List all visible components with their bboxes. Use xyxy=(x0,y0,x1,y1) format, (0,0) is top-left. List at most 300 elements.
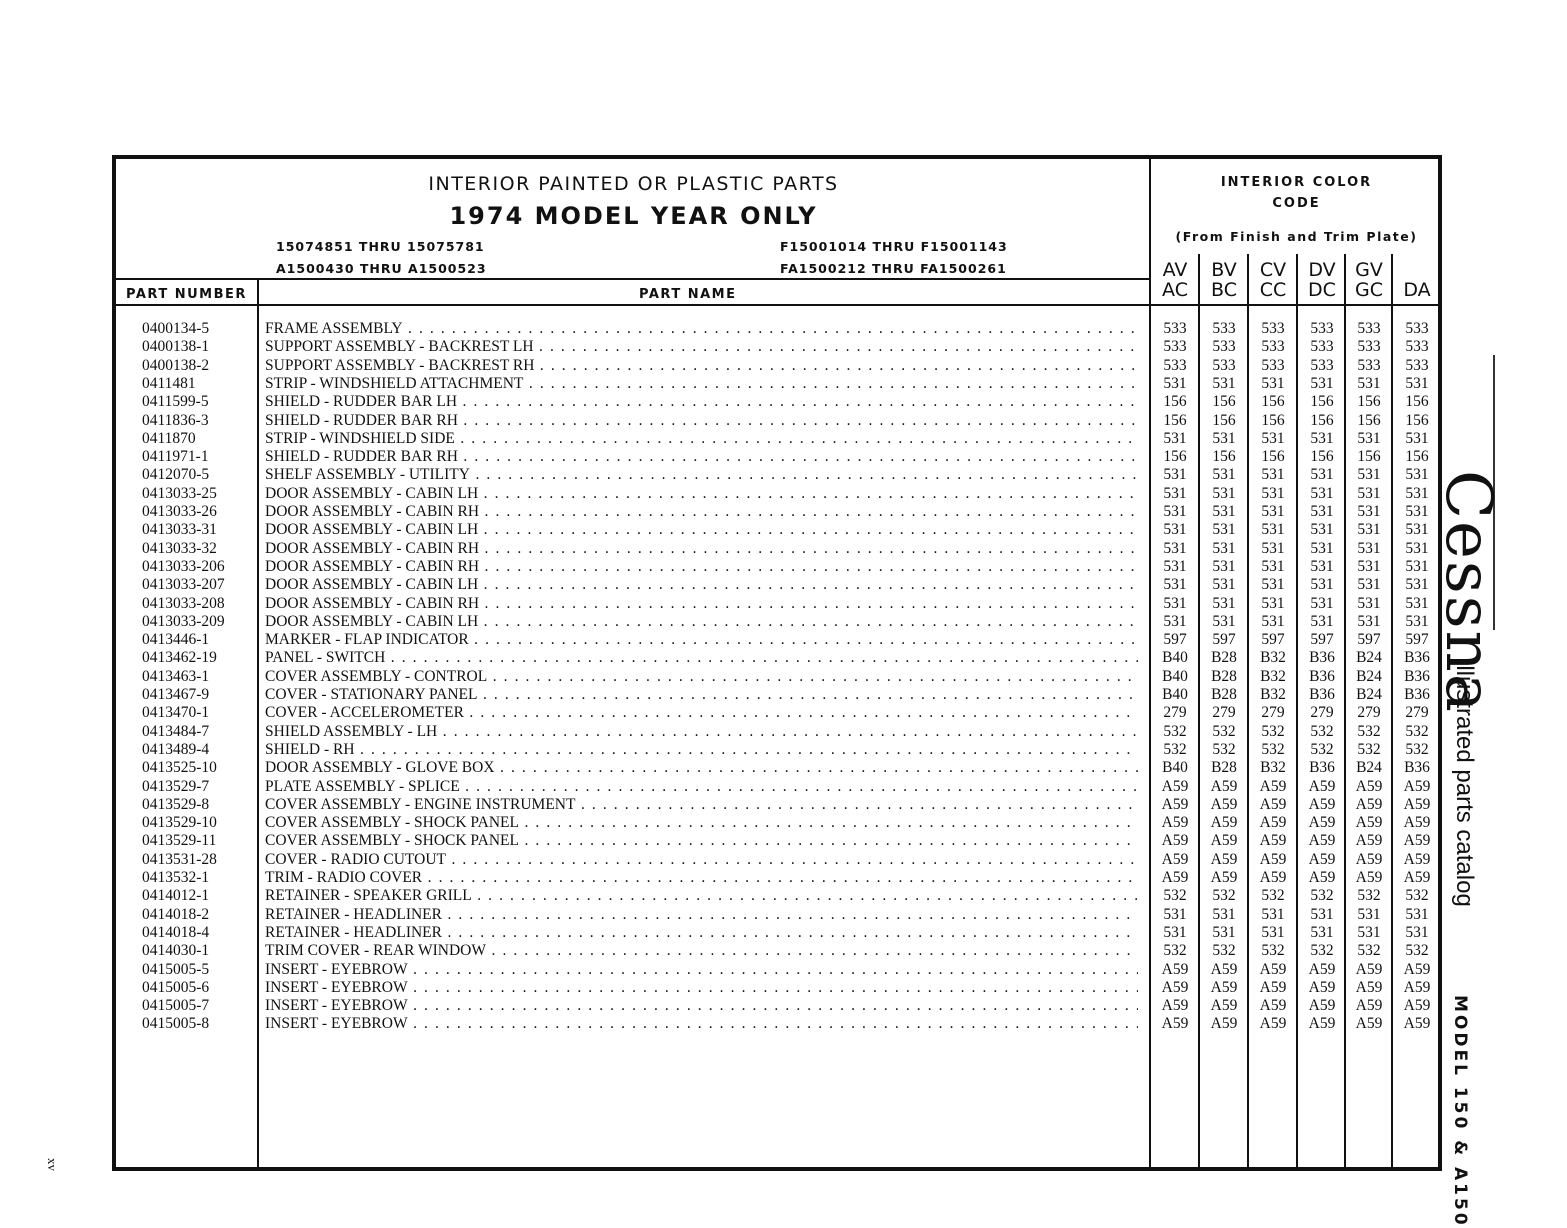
color-code-value: 156 xyxy=(1163,411,1187,429)
color-code-value: A59 xyxy=(1210,777,1238,795)
color-code-value: A59 xyxy=(1161,1015,1189,1033)
color-code-value: 531 xyxy=(1212,466,1236,484)
color-code-value: 531 xyxy=(1212,503,1236,520)
code-col-label: DA xyxy=(1403,279,1431,301)
color-code-value: B40 xyxy=(1162,649,1188,667)
color-code-value: A59 xyxy=(1259,795,1287,813)
color-code-value: A59 xyxy=(1403,997,1431,1015)
color-code-value: 531 xyxy=(1261,503,1285,520)
color-code-value: 279 xyxy=(1212,704,1236,722)
table-row xyxy=(116,576,1438,594)
color-code-value: 532 xyxy=(1163,722,1187,740)
color-code-value: A59 xyxy=(1308,1015,1336,1033)
part-number: 0415005-8 xyxy=(142,1015,210,1033)
color-code-value: 533 xyxy=(1310,338,1334,356)
part-name-header: PART NAME xyxy=(639,287,737,302)
color-code-value: 533 xyxy=(1357,320,1381,337)
color-code-value: A59 xyxy=(1161,814,1189,832)
color-code-value: 531 xyxy=(1310,503,1334,520)
color-code-value: 597 xyxy=(1261,631,1285,649)
color-code-value: 156 xyxy=(1310,393,1334,411)
color-code-value: 532 xyxy=(1163,887,1187,905)
part-number: 0414018-2 xyxy=(142,905,210,923)
part-name: SHIELD ASSEMBLY - LH . . . xyxy=(265,723,1138,741)
part-name: SHIELD - RUDDER BAR RH . . . xyxy=(265,448,1138,466)
color-code-value: 531 xyxy=(1357,503,1381,520)
color-code-value: 532 xyxy=(1163,942,1187,960)
color-code-value: 532 xyxy=(1261,740,1285,758)
color-code-value: A59 xyxy=(1403,850,1431,868)
part-number: 0413033-32 xyxy=(142,539,217,557)
color-code-value: B28 xyxy=(1211,686,1237,703)
color-code-value: 156 xyxy=(1357,411,1381,429)
part-name: DOOR ASSEMBLY - CABIN RH . . . xyxy=(265,503,1138,521)
color-code-value: B36 xyxy=(1404,759,1430,777)
color-code-value: A59 xyxy=(1355,832,1383,850)
part-number: 0400138-2 xyxy=(142,356,210,374)
color-code-value: 533 xyxy=(1212,338,1236,356)
color-code-value: B36 xyxy=(1404,686,1430,703)
color-code-value: 532 xyxy=(1310,942,1334,960)
color-code-value: 532 xyxy=(1405,887,1429,905)
color-code-value: 531 xyxy=(1212,484,1236,502)
color-code-value: 531 xyxy=(1357,539,1381,557)
color-code-value: 531 xyxy=(1357,429,1381,447)
color-code-value: 531 xyxy=(1310,466,1334,484)
color-code-value: A59 xyxy=(1161,850,1189,868)
part-name: SHIELD - RUDDER BAR RH . . . xyxy=(265,412,1138,430)
color-code-value: 531 xyxy=(1163,521,1187,539)
color-code-value: 531 xyxy=(1212,429,1236,447)
table-row xyxy=(116,485,1438,503)
table-row xyxy=(116,759,1438,777)
table-row xyxy=(116,631,1438,649)
part-name: SHIELD - RUDDER BAR LH . . . xyxy=(265,393,1138,411)
color-code-value: 531 xyxy=(1357,923,1381,941)
color-code-value: 531 xyxy=(1212,905,1236,923)
table-row xyxy=(116,979,1438,997)
color-code-value: A59 xyxy=(1355,960,1383,978)
color-code-value: A59 xyxy=(1210,1015,1238,1033)
color-code-value: 531 xyxy=(1163,557,1187,575)
cessna-logo: Cessna xyxy=(1431,470,1505,714)
color-code-value: 532 xyxy=(1261,942,1285,960)
part-name: INSERT - EYEBROW . . . xyxy=(265,997,1138,1015)
table-row xyxy=(116,1015,1438,1033)
part-name: COVER ASSEMBLY - CONTROL . . . xyxy=(265,668,1138,686)
color-code-value: 531 xyxy=(1212,539,1236,557)
part-number: 0413525-10 xyxy=(142,759,217,777)
color-code-value: 531 xyxy=(1357,484,1381,502)
color-code-value: 597 xyxy=(1212,631,1236,649)
color-code-value: 279 xyxy=(1163,704,1187,722)
table-row xyxy=(116,375,1438,393)
part-name: FRAME ASSEMBLY . . . xyxy=(265,320,1138,338)
color-code-value: 531 xyxy=(1163,539,1187,557)
part-name: RETAINER - SPEAKER GRILL . . . xyxy=(265,887,1138,905)
color-code-value: 531 xyxy=(1357,521,1381,539)
color-code-value: A59 xyxy=(1308,795,1336,813)
color-code-subtitle: CODE xyxy=(1272,196,1321,211)
color-code-value: 531 xyxy=(1357,905,1381,923)
part-name: INSERT - EYEBROW . . . xyxy=(265,1015,1138,1033)
part-number: 0413446-1 xyxy=(142,631,210,649)
color-code-value: 279 xyxy=(1261,704,1285,722)
color-code-value: A59 xyxy=(1403,978,1431,996)
color-code-value: A59 xyxy=(1161,960,1189,978)
table-row xyxy=(116,668,1438,686)
table-row xyxy=(116,686,1438,704)
color-code-value: A59 xyxy=(1308,850,1336,868)
color-code-value: A59 xyxy=(1308,869,1336,886)
color-code-value: A59 xyxy=(1403,777,1431,795)
code-col-label: BC xyxy=(1211,279,1237,301)
color-code-value: 531 xyxy=(1405,466,1429,484)
color-code-value: 531 xyxy=(1310,905,1334,923)
color-code-value: 531 xyxy=(1261,539,1285,557)
part-number: 0413529-11 xyxy=(142,832,217,850)
color-code-value: 533 xyxy=(1163,356,1187,374)
color-code-value: 531 xyxy=(1163,429,1187,447)
part-number: 0413033-31 xyxy=(142,521,217,539)
part-number: 0413033-26 xyxy=(142,503,217,520)
part-name: DOOR ASSEMBLY - CABIN LH . . . xyxy=(265,485,1138,503)
color-code-value: A59 xyxy=(1403,832,1431,850)
color-code-value: A59 xyxy=(1403,795,1431,813)
color-code-value: 531 xyxy=(1163,576,1187,594)
color-code-value: 531 xyxy=(1261,594,1285,612)
color-code-value: 531 xyxy=(1405,557,1429,575)
color-code-value: A59 xyxy=(1210,997,1238,1015)
part-number: 0415005-7 xyxy=(142,997,210,1015)
color-code-value: 531 xyxy=(1212,374,1236,392)
color-code-value: 156 xyxy=(1261,448,1285,466)
part-name: DOOR ASSEMBLY - GLOVE BOX . . . xyxy=(265,759,1138,777)
part-name: COVER ASSEMBLY - SHOCK PANEL . . . xyxy=(265,814,1138,832)
serial-range-2: A1500430 THRU A1500523 xyxy=(276,261,487,276)
color-code-value: 532 xyxy=(1261,722,1285,740)
part-number: 0413033-207 xyxy=(142,576,225,594)
part-number: 0413470-1 xyxy=(142,704,210,722)
part-number: 0413033-209 xyxy=(142,612,225,630)
table-row xyxy=(116,521,1438,539)
color-code-value: A59 xyxy=(1210,960,1238,978)
part-number: 0411599-5 xyxy=(142,393,209,411)
part-number: 0414012-1 xyxy=(142,887,210,905)
color-code-value: 531 xyxy=(1163,612,1187,630)
color-code-value: 156 xyxy=(1405,448,1429,466)
color-code-value: 531 xyxy=(1405,429,1429,447)
color-code-value: 533 xyxy=(1405,356,1429,374)
color-code-value: 533 xyxy=(1212,320,1236,337)
table-row xyxy=(116,595,1438,613)
part-name: DOOR ASSEMBLY - CABIN RH . . . xyxy=(265,540,1138,558)
color-code-value: 156 xyxy=(1405,393,1429,411)
color-code-value: A59 xyxy=(1259,978,1287,996)
color-code-value: 156 xyxy=(1310,448,1334,466)
color-code-value: 531 xyxy=(1261,612,1285,630)
table-row xyxy=(116,796,1438,814)
part-name: STRIP - WINDSHIELD SIDE . . . xyxy=(265,430,1138,448)
part-number: 0413462-19 xyxy=(142,649,217,667)
color-code-value: A59 xyxy=(1259,869,1287,886)
color-code-value: 531 xyxy=(1163,905,1187,923)
color-code-value: A59 xyxy=(1161,869,1189,886)
color-code-value: 531 xyxy=(1310,374,1334,392)
color-code-value: 531 xyxy=(1212,594,1236,612)
part-name: SUPPORT ASSEMBLY - BACKREST RH . . . xyxy=(265,357,1138,375)
color-code-value: A59 xyxy=(1259,814,1287,832)
code-col-label: DC xyxy=(1308,279,1336,301)
table-row xyxy=(116,814,1438,832)
code-col-label: GV xyxy=(1355,259,1383,281)
table-row xyxy=(116,997,1438,1015)
part-name: COVER ASSEMBLY - SHOCK PANEL . . . xyxy=(265,832,1138,850)
part-number: 0413467-9 xyxy=(142,686,210,703)
part-number-header: PART NUMBER xyxy=(126,287,247,302)
color-code-value: A59 xyxy=(1210,832,1238,850)
color-code-value: 531 xyxy=(1261,576,1285,594)
color-code-note: (From Finish and Trim Plate) xyxy=(1175,229,1418,244)
color-code-value: 156 xyxy=(1261,393,1285,411)
color-code-value: A59 xyxy=(1210,869,1238,886)
part-name: MARKER - FLAP INDICATOR . . . xyxy=(265,631,1138,649)
part-name: DOOR ASSEMBLY - CABIN LH . . . xyxy=(265,576,1138,594)
color-code-value: 531 xyxy=(1310,594,1334,612)
color-code-value: 156 xyxy=(1357,448,1381,466)
color-code-value: 156 xyxy=(1405,411,1429,429)
color-code-value: 531 xyxy=(1405,576,1429,594)
color-code-value: 156 xyxy=(1310,411,1334,429)
color-code-value: 156 xyxy=(1212,411,1236,429)
table-row xyxy=(116,778,1438,796)
part-number: 0414030-1 xyxy=(142,942,210,960)
part-name: COVER ASSEMBLY - ENGINE INSTRUMENT . . . xyxy=(265,796,1138,814)
serial-range-1: 15074851 THRU 15075781 xyxy=(276,239,485,254)
color-code-value: B24 xyxy=(1356,759,1382,777)
color-code-value: 531 xyxy=(1212,557,1236,575)
color-code-value: 156 xyxy=(1212,393,1236,411)
color-code-value: B28 xyxy=(1211,667,1237,685)
color-code-value: 533 xyxy=(1261,338,1285,356)
catalog-title: illustrated parts catalog xyxy=(1451,660,1478,907)
color-code-value: 531 xyxy=(1261,374,1285,392)
table-row xyxy=(116,540,1438,558)
part-number: 0415005-6 xyxy=(142,978,210,996)
column-header-rule xyxy=(116,304,1438,306)
table-title: INTERIOR PAINTED OR PLASTIC PARTS xyxy=(428,173,839,195)
color-code-value: 532 xyxy=(1405,740,1429,758)
color-code-value: A59 xyxy=(1259,960,1287,978)
color-code-value: B40 xyxy=(1162,759,1188,777)
table-row xyxy=(116,448,1438,466)
code-col-label: GC xyxy=(1355,279,1383,301)
table-row xyxy=(116,503,1438,521)
color-code-value: 531 xyxy=(1163,594,1187,612)
code-col-label: DV xyxy=(1308,259,1336,281)
serial-range-4: FA1500212 THRU FA1500261 xyxy=(780,261,1007,276)
color-code-value: A59 xyxy=(1403,814,1431,832)
color-code-value: 531 xyxy=(1357,594,1381,612)
color-code-value: 532 xyxy=(1357,740,1381,758)
part-name: PLATE ASSEMBLY - SPLICE . . . xyxy=(265,778,1138,796)
part-number: 0411836-3 xyxy=(142,411,209,429)
table-row xyxy=(116,357,1438,375)
color-code-value: 533 xyxy=(1357,356,1381,374)
model-label: MODEL 150 & A150 xyxy=(1450,995,1470,1228)
color-code-value: A59 xyxy=(1161,978,1189,996)
part-name: COVER - RADIO CUTOUT . . . xyxy=(265,851,1138,869)
color-code-value: 531 xyxy=(1357,557,1381,575)
code-col-label: BV xyxy=(1211,259,1237,281)
code-col-label: CC xyxy=(1259,279,1287,301)
color-code-value: 531 xyxy=(1212,521,1236,539)
part-name: DOOR ASSEMBLY - CABIN RH . . . xyxy=(265,558,1138,576)
color-code-value: B36 xyxy=(1404,667,1430,685)
color-code-value: A59 xyxy=(1210,978,1238,996)
part-number: 0411870 xyxy=(142,429,196,447)
color-code-value: 531 xyxy=(1310,539,1334,557)
table-row xyxy=(116,338,1438,356)
color-code-value: A59 xyxy=(1403,1015,1431,1033)
table-row xyxy=(116,320,1438,338)
color-code-value: 532 xyxy=(1405,722,1429,740)
color-code-value: 532 xyxy=(1405,942,1429,960)
color-code-value: A59 xyxy=(1210,850,1238,868)
color-code-value: 531 xyxy=(1310,521,1334,539)
color-code-value: 531 xyxy=(1261,557,1285,575)
part-name: RETAINER - HEADLINER . . . xyxy=(265,906,1138,924)
color-code-value: B24 xyxy=(1356,686,1382,703)
color-code-value: 597 xyxy=(1163,631,1187,649)
table-row xyxy=(116,851,1438,869)
color-code-value: 531 xyxy=(1310,576,1334,594)
color-code-value: B40 xyxy=(1162,686,1188,703)
color-code-value: A59 xyxy=(1355,997,1383,1015)
color-code-value: 532 xyxy=(1212,942,1236,960)
part-name: COVER - ACCELEROMETER . . . xyxy=(265,704,1138,722)
color-code-value: 532 xyxy=(1357,942,1381,960)
part-number: 0413033-208 xyxy=(142,594,225,612)
color-code-value: B28 xyxy=(1211,759,1237,777)
part-number: 0400138-1 xyxy=(142,338,210,356)
color-code-value: 531 xyxy=(1163,374,1187,392)
table-row xyxy=(116,649,1438,667)
color-code-value: B24 xyxy=(1356,649,1382,667)
color-code-value: 279 xyxy=(1405,704,1429,722)
part-name: TRIM COVER - REAR WINDOW . . . xyxy=(265,942,1138,960)
part-name: DOOR ASSEMBLY - CABIN LH . . . xyxy=(265,521,1138,539)
table-row xyxy=(116,869,1438,887)
color-code-value: 531 xyxy=(1261,923,1285,941)
color-code-value: 533 xyxy=(1357,338,1381,356)
part-name: INSERT - EYEBROW . . . xyxy=(265,979,1138,997)
color-code-value: A59 xyxy=(1355,850,1383,868)
part-number: 0413529-7 xyxy=(142,777,210,795)
color-code-value: A59 xyxy=(1403,869,1431,886)
table-row xyxy=(116,704,1438,722)
part-number: 0415005-5 xyxy=(142,960,210,978)
color-code-value: A59 xyxy=(1308,997,1336,1015)
color-code-value: 532 xyxy=(1212,740,1236,758)
color-code-value: 531 xyxy=(1357,576,1381,594)
part-number: 0412070-5 xyxy=(142,466,210,484)
color-code-value: 531 xyxy=(1310,429,1334,447)
color-code-value: B40 xyxy=(1162,667,1188,685)
parts-table-frame xyxy=(112,155,1442,1171)
table-row xyxy=(116,393,1438,411)
part-number: 0413033-206 xyxy=(142,557,225,575)
color-code-value: 156 xyxy=(1357,393,1381,411)
color-code-value: 532 xyxy=(1310,887,1334,905)
color-code-value: A59 xyxy=(1161,777,1189,795)
color-code-value: 156 xyxy=(1163,448,1187,466)
color-code-value: 533 xyxy=(1261,320,1285,337)
color-code-value: 533 xyxy=(1405,320,1429,337)
color-code-value: A59 xyxy=(1259,1015,1287,1033)
table-row xyxy=(116,430,1438,448)
part-name: SUPPORT ASSEMBLY - BACKREST LH . . . xyxy=(265,338,1138,356)
model-year-title: 1974 MODEL YEAR ONLY xyxy=(449,202,818,230)
color-code-value: 531 xyxy=(1163,466,1187,484)
color-code-value: 532 xyxy=(1261,887,1285,905)
color-code-value: A59 xyxy=(1355,814,1383,832)
table-row xyxy=(116,832,1438,850)
color-code-value: 533 xyxy=(1310,320,1334,337)
color-code-value: 156 xyxy=(1261,411,1285,429)
color-code-value: 531 xyxy=(1212,923,1236,941)
part-name: DOOR ASSEMBLY - CABIN RH . . . xyxy=(265,595,1138,613)
color-code-value: 532 xyxy=(1310,740,1334,758)
part-name: SHELF ASSEMBLY - UTILITY . . . xyxy=(265,466,1138,484)
part-number: 0400134-5 xyxy=(142,320,210,337)
color-code-value: 531 xyxy=(1261,484,1285,502)
part-number: 0413463-1 xyxy=(142,667,210,685)
table-row xyxy=(116,412,1438,430)
color-code-value: 532 xyxy=(1163,740,1187,758)
part-number: 0413484-7 xyxy=(142,722,210,740)
color-code-value: B32 xyxy=(1260,649,1286,667)
color-code-value: A59 xyxy=(1308,978,1336,996)
table-row xyxy=(116,906,1438,924)
color-code-value: B36 xyxy=(1309,667,1335,685)
color-code-value: 156 xyxy=(1212,448,1236,466)
color-code-value: 279 xyxy=(1310,704,1334,722)
color-code-value: 597 xyxy=(1405,631,1429,649)
color-code-value: 531 xyxy=(1357,466,1381,484)
color-code-value: 531 xyxy=(1405,594,1429,612)
table-row xyxy=(116,942,1438,960)
color-code-value: 531 xyxy=(1261,466,1285,484)
part-name: COVER - STATIONARY PANEL . . . xyxy=(265,686,1138,704)
part-name: INSERT - EYEBROW . . . xyxy=(265,961,1138,979)
color-code-value: A59 xyxy=(1308,832,1336,850)
color-code-value: A59 xyxy=(1308,814,1336,832)
color-code-value: A59 xyxy=(1308,960,1336,978)
part-name: TRIM - RADIO COVER . . . xyxy=(265,869,1138,887)
color-code-value: 531 xyxy=(1357,612,1381,630)
part-number: 0413531-28 xyxy=(142,850,217,868)
color-code-value: A59 xyxy=(1259,997,1287,1015)
color-code-value: A59 xyxy=(1355,1015,1383,1033)
color-code-value: 532 xyxy=(1310,722,1334,740)
color-code-value: 533 xyxy=(1163,320,1187,337)
color-code-value: 531 xyxy=(1212,612,1236,630)
color-code-value: 533 xyxy=(1261,356,1285,374)
color-code-value: B28 xyxy=(1211,649,1237,667)
color-code-value: 532 xyxy=(1357,887,1381,905)
table-row xyxy=(116,924,1438,942)
